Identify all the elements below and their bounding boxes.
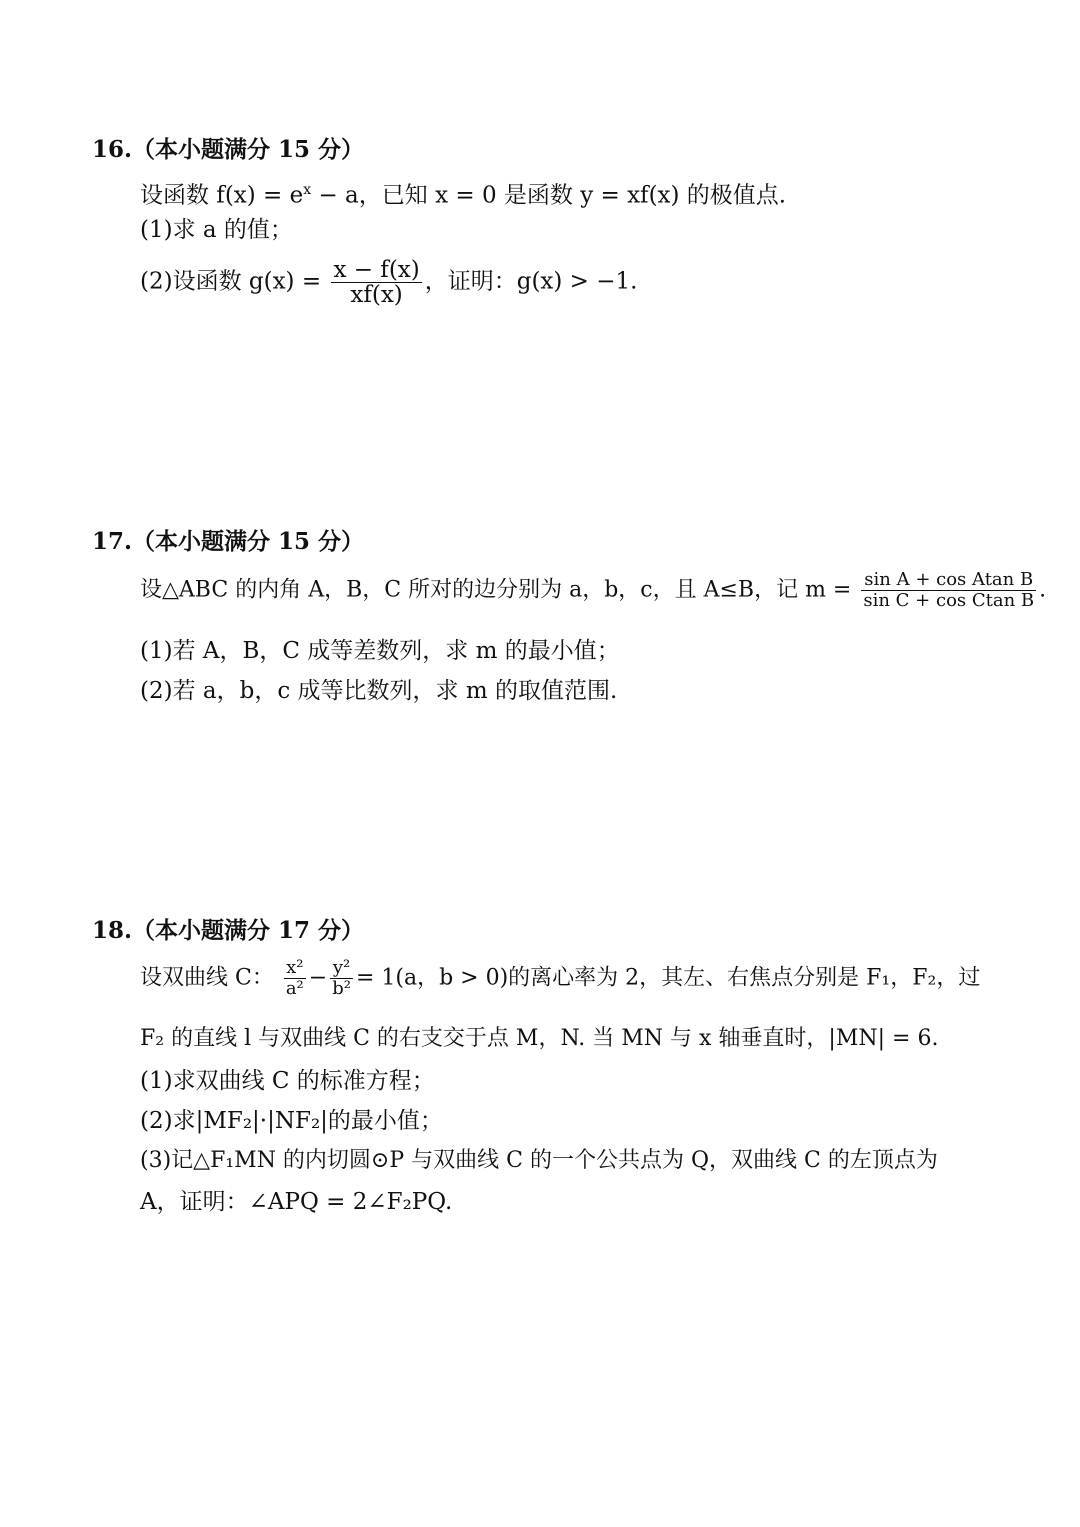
fraction	[861, 570, 1036, 611]
stem-prefix: 设△ABC 的内角 A，B，C 所对的边分别为 a，b，c，且 A≤B，记 m =	[140, 577, 852, 603]
problem-number: 17.	[92, 528, 133, 555]
problem-header: （本小题满分 15 分）	[132, 528, 365, 555]
problem-stem	[140, 175, 786, 211]
stem-text-a: 设函数 f(x) = e	[140, 182, 304, 209]
fraction-y2-b2	[330, 958, 353, 999]
problem-number: 18.	[92, 917, 133, 944]
part-1: (1)求 a 的值；	[140, 217, 293, 243]
fraction-denominator: sin C + cos Ctan B	[863, 590, 1035, 611]
problem-stem	[140, 570, 1046, 611]
problem-header: （本小题满分 15 分）	[132, 136, 365, 163]
fraction-numerator: sin A + cos Atan B	[861, 570, 1036, 591]
fraction-denominator: xf(x)	[350, 282, 403, 308]
problem-header: （本小题满分 17 分）	[132, 917, 365, 944]
stem-suffix: .	[1039, 577, 1047, 603]
fraction-numerator: x²	[284, 958, 306, 979]
part-1: (1)若 A，B，C 成等差数列，求 m 的最小值；	[140, 638, 620, 664]
problem-stem	[140, 958, 980, 999]
part-3-line-1: (3)记△F₁MN 的内切圆⊙P 与双曲线 C 的一个公共点为 Q，双曲线 C 的左顶点为	[140, 1148, 938, 1173]
part-2-prefix: (2)设函数 g(x) =	[140, 268, 322, 295]
fraction-numerator: x − f(x)	[333, 257, 420, 283]
minus-sign: −	[308, 965, 328, 991]
part-2: (2)若 a，b，c 成等比数列，求 m 的取值范围.	[140, 678, 618, 704]
stem-text-b: − a，已知 x = 0 是函数 y = xf(x) 的极值点.	[311, 182, 787, 209]
fraction	[331, 258, 421, 307]
part-3-line-2: A，证明：∠APQ = 2∠F₂PQ.	[140, 1189, 453, 1215]
stem-exponent: x	[303, 182, 312, 198]
stem-suffix: = 1(a，b > 0)的离心率为 2，其左、右焦点分别是 F₁，F₂，过	[355, 965, 981, 991]
stem-prefix: 设双曲线 C：	[140, 965, 274, 991]
fraction-denominator: a²	[285, 978, 304, 999]
fraction-denominator: b²	[332, 978, 351, 999]
fraction-numerator: y²	[330, 958, 353, 979]
part-2: (2)求|MF₂|·|NF₂|的最小值；	[140, 1108, 443, 1134]
problem-number: 16.	[92, 136, 133, 163]
part-2-suffix: ，证明：g(x) > −1.	[424, 268, 638, 295]
part-2	[140, 258, 637, 307]
fraction-x2-a2	[284, 958, 306, 999]
stem-line-2: F₂ 的直线 l 与双曲线 C 的右支交于点 M，N. 当 MN 与 x 轴垂直时，|MN| = 6.	[140, 1026, 939, 1051]
part-1: (1)求双曲线 C 的标准方程；	[140, 1068, 435, 1094]
